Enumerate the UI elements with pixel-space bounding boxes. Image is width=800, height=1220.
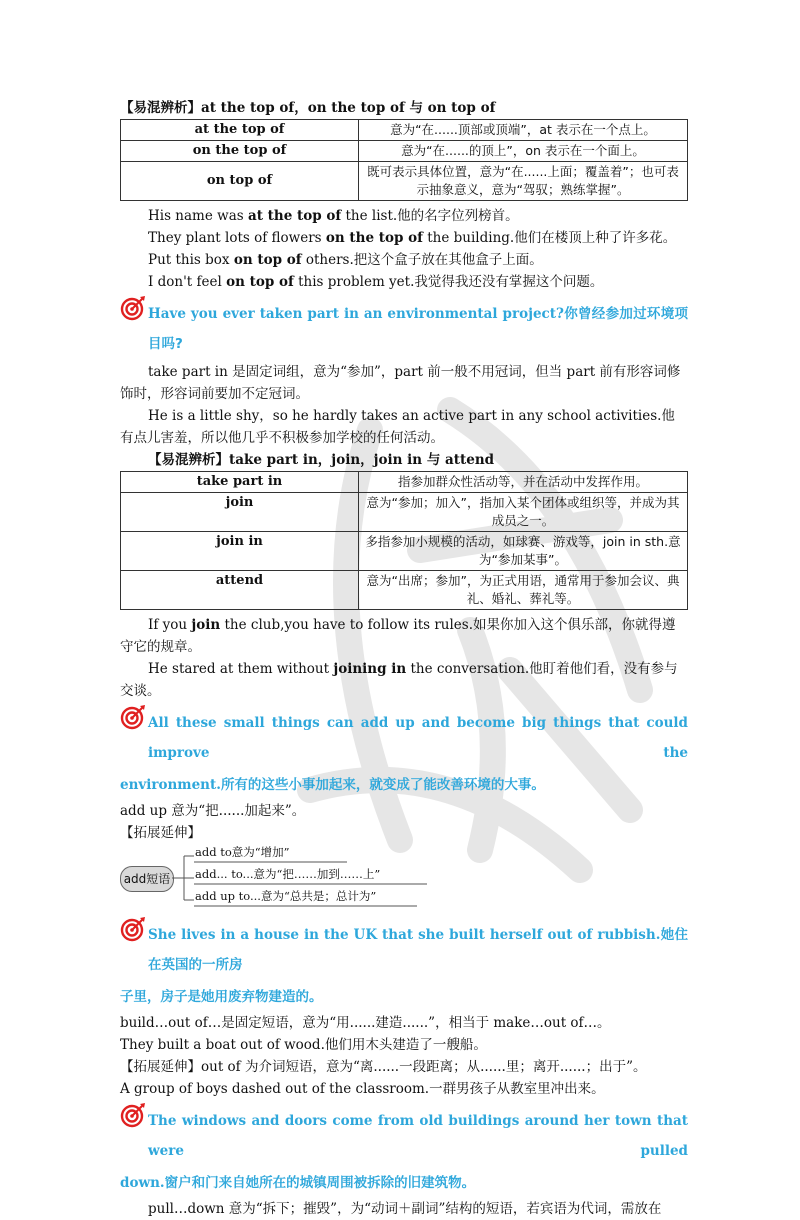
table-meaning: 既可表示具体位置，意为“在......上面；覆盖着”；也可表示抽象意义，意为“驾驭；熟练掌握”。	[359, 162, 688, 201]
section-heading: 【易混辨析】at the top of，on the top of 与 on top of	[120, 100, 496, 116]
example-sentence: If you join the club,you have to follow its rules.如果你加入这个俱乐部，你就得遵守它的规章。	[120, 617, 676, 655]
table-row	[121, 493, 688, 532]
example-sentence: Put this box on top of others.把这个盒子放在其他盒子上面。	[148, 252, 543, 268]
explanation-paragraph: add up 意为“把......加起来”。	[120, 803, 306, 819]
key-sentence-continued: environment.所有的这些小事加起来，就变成了能改善环境的大事。	[120, 777, 545, 793]
target-icon	[120, 1102, 146, 1128]
example-sentence: They plant lots of flowers on the top of the building.他们在楼顶上种了许多花。	[148, 230, 677, 246]
table-term: join in	[121, 532, 359, 571]
example-sentence: I don't feel on top of this problem yet.我觉得我还没有掌握这个问题。	[148, 274, 604, 290]
comparison-table	[120, 471, 688, 610]
example-sentence: He is a little shy，so he hardly takes an active part in any school activities.他有点儿害羞，所以他几乎不积极参加学校的任何活动。	[120, 408, 675, 446]
table-row	[121, 162, 688, 201]
key-sentence	[120, 708, 688, 768]
mindmap-root: add短语	[120, 866, 174, 892]
explanation-paragraph: build…out of…是固定短语，意为“用......建造......”，相当于 make…out of…。	[120, 1015, 611, 1031]
phrase-mindmap	[120, 846, 688, 914]
explanation-paragraph: pull…down 意为“拆下；摧毁”，为“动词＋副词”结构的短语，若宾语为代词，需放在	[148, 1201, 662, 1217]
table-row	[121, 141, 688, 162]
table-meaning: 多指参加小规模的活动，如球赛、游戏等，join in sth.意为“参加某事”。	[359, 532, 688, 571]
mindmap-branch: add... to...意为“把……加到……上”	[195, 867, 381, 881]
table-meaning: 意为“在......顶部或顶端”，at 表示在一个点上。	[359, 120, 688, 141]
section-heading: 【拓展延伸】	[120, 825, 201, 841]
table-term: join	[121, 493, 359, 532]
mindmap-branch: add up to...意为“总共是；总计为”	[195, 889, 377, 903]
document-page	[120, 97, 688, 1220]
table-row	[121, 472, 688, 493]
example-sentence: They built a boat out of wood.他们用木头建造了一艘船。	[120, 1037, 487, 1053]
table-meaning: 意为“出席；参加”，为正式用语，通常用于参加会议、典礼、婚礼、葬礼等。	[359, 571, 688, 610]
table-meaning: 意为“参加；加入”，指加入某个团体或组织等，并成为其成员之一。	[359, 493, 688, 532]
explanation-paragraph: 【拓展延伸】out of 为介词短语，意为“离......一段距离；从......里；离开......；出于”。	[120, 1059, 647, 1075]
table-row	[121, 571, 688, 610]
table-term: take part in	[121, 472, 359, 493]
table-meaning: 指参加群众性活动等，并在活动中发挥作用。	[359, 472, 688, 493]
table-meaning: 意为“在......的顶上”，on 表示在一个面上。	[359, 141, 688, 162]
mindmap-branch: add to意为“增加”	[195, 845, 290, 859]
key-sentence-en: The windows and doors come from old buildings around her town that were pulled	[148, 1113, 688, 1159]
table-term: on top of	[121, 162, 359, 201]
key-sentence: Have you ever taken part in an environmental project?你曾经参加过环境项目吗?	[120, 299, 688, 359]
table-term: attend	[121, 571, 359, 610]
key-sentence-en: All these small things can add up and become big things that could improve the	[148, 715, 688, 761]
explanation-paragraph: take part in 是固定词组，意为“参加”，part 前一般不用冠词，但当 part 前有形容词修饰时，形容词前要加不定冠词。	[120, 364, 681, 402]
section-heading: 【易混辨析】take part in，join，join in 与 attend	[148, 452, 495, 468]
key-sentence-continued: 子里，房子是她用废弃物建造的。	[120, 989, 323, 1005]
key-sentence-continued: down.窗户和门来自她所在的城镇周围被拆除的旧建筑物。	[120, 1175, 476, 1191]
key-sentence	[120, 1106, 688, 1166]
comparison-table	[120, 119, 688, 201]
target-icon	[120, 295, 146, 321]
target-icon	[120, 916, 146, 942]
example-sentence: A group of boys dashed out of the classroom.一群男孩子从教室里冲出来。	[120, 1081, 605, 1097]
target-icon	[120, 704, 146, 730]
example-sentence: He stared at them without joining in the conversation.他盯着他们看，没有参与交谈。	[120, 661, 678, 699]
table-row	[121, 532, 688, 571]
table-term: on the top of	[121, 141, 359, 162]
table-row	[121, 120, 688, 141]
key-sentence: She lives in a house in the UK that she built herself out of rubbish.她住在英国的一所房	[120, 920, 688, 980]
table-term: at the top of	[121, 120, 359, 141]
example-sentence: His name was at the top of the list.他的名字位列榜首。	[148, 208, 519, 224]
